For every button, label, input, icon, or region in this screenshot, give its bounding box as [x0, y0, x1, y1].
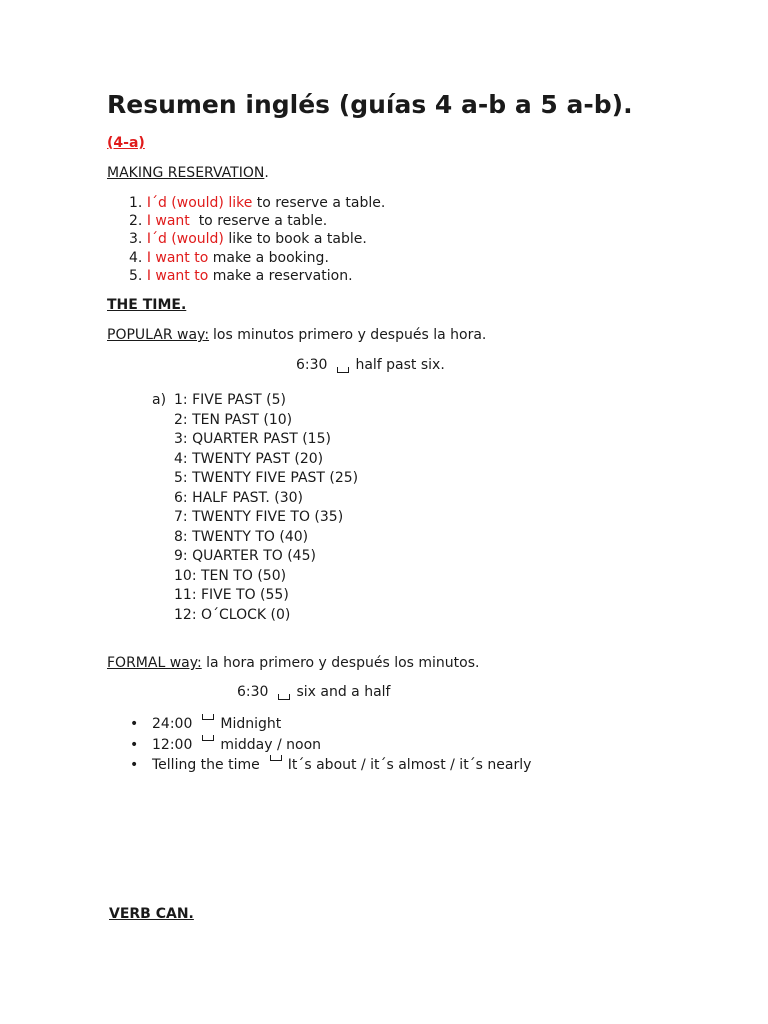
- popular-way-line: [107, 327, 486, 343]
- formal-example: [237, 684, 390, 700]
- reservation-heading-dot: .: [264, 165, 269, 181]
- list-item: 2. I want to reserve a table.: [129, 213, 328, 230]
- popular-way-text: los minutos primero y después la hora.: [213, 327, 487, 343]
- bullet-icon: •: [130, 736, 139, 753]
- reservation-list: [129, 194, 385, 285]
- list-item: 2: TEN PAST (10): [174, 411, 293, 428]
- list-item: 11: FIVE TO (55): [174, 587, 289, 603]
- arrow-icon: [202, 735, 214, 741]
- list-item: a) 1: FIVE PAST (5): [152, 391, 358, 411]
- section-label-4a: (4-a): [107, 135, 145, 151]
- formal-way-text: la hora primero y después los minutos.: [201, 655, 480, 671]
- formal-way-label: FORMAL way:: [107, 655, 202, 671]
- list-label: a): [152, 392, 167, 408]
- list-item: • Telling the time It´s about / it´s almost / it´s nearly: [130, 755, 531, 776]
- time-heading: THE TIME.: [107, 297, 187, 313]
- list-item: 4. I want to make a booking.: [129, 249, 329, 266]
- list-item: 5. I want to make a reservation.: [129, 267, 353, 284]
- list-item: 5: TWENTY FIVE PAST (25): [174, 470, 359, 486]
- popular-example-text: half past six.: [355, 357, 445, 373]
- list-item: 3. I´d (would) like to book a table.: [129, 231, 367, 248]
- arrow-icon: [202, 714, 214, 720]
- verb-can-heading: VERB CAN.: [109, 906, 194, 922]
- list-item: 9: QUARTER TO (45): [174, 548, 316, 564]
- formal-way-line: [107, 655, 479, 671]
- bullet-icon: •: [130, 757, 139, 773]
- list-item: 4: TWENTY PAST (20): [174, 450, 324, 467]
- arrow-icon: [337, 367, 349, 373]
- list-item: • 24:00 Midnight: [130, 714, 531, 735]
- popular-way-label: POPULAR way:: [107, 327, 210, 343]
- time-bullets: [130, 714, 531, 776]
- list-item: 6: HALF PAST. (30): [174, 489, 304, 506]
- popular-example-time: 6:30: [296, 357, 328, 373]
- time-list: [152, 391, 358, 625]
- bullet-icon: •: [130, 716, 139, 732]
- formal-example-time: 6:30: [237, 684, 269, 700]
- list-item: 3: QUARTER PAST (15): [174, 431, 331, 447]
- list-item: • 12:00 midday / noon: [130, 735, 531, 756]
- arrow-icon: [278, 694, 290, 700]
- document-title: Resumen inglés (guías 4 a-b a 5 a-b).: [107, 90, 633, 119]
- popular-example: [296, 357, 445, 373]
- reservation-heading-text: MAKING RESERVATION: [107, 165, 265, 181]
- list-item: 10: TEN TO (50): [174, 567, 287, 584]
- arrow-icon: [270, 755, 282, 761]
- list-item: 7: TWENTY FIVE TO (35): [174, 509, 344, 525]
- list-item: 8: TWENTY TO (40): [174, 528, 309, 545]
- reservation-heading: [107, 165, 269, 181]
- list-item: 1. I´d (would) like to reserve a table.: [129, 195, 386, 211]
- list-item: 12: O´CLOCK (0): [174, 606, 291, 623]
- formal-example-text: six and a half: [296, 684, 391, 700]
